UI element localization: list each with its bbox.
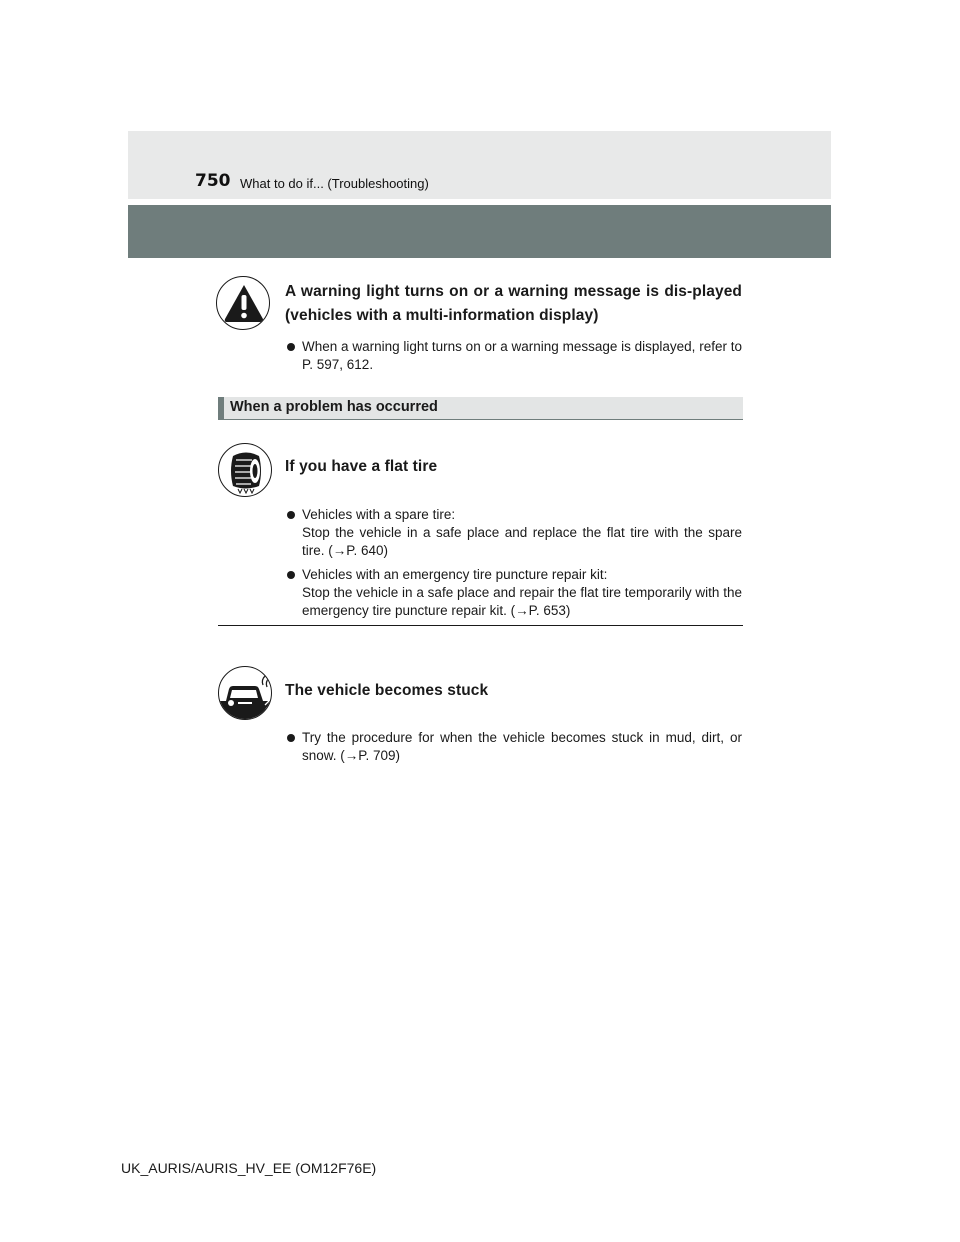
bullet-line: Vehicles with a spare tire:: [302, 507, 456, 522]
list-item: [287, 566, 742, 620]
stuck-vehicle-heading: The vehicle becomes stuck: [285, 682, 489, 699]
header-band: [128, 131, 831, 199]
bullet-text: When a warning light turns on or a warning message is displayed, refer to P. 597, 612.: [302, 339, 742, 372]
title-band: [128, 205, 831, 258]
bullet-line: Stop the vehicle in a safe place and repair the flat tire temporarily with the emergency tire puncture repair kit. (→P. 653): [302, 585, 742, 618]
section-divider: [218, 625, 743, 626]
bullet-text: [302, 566, 742, 620]
subheading-label: When a problem has occurred: [230, 399, 438, 415]
list-item: [287, 506, 742, 560]
footer-model-code: UK_AURIS/AURIS_HV_EE (OM12F76E): [121, 1160, 377, 1176]
bullet-line: Vehicles with an emergency tire puncture repair kit:: [302, 567, 608, 582]
bullet-dot: [287, 571, 295, 579]
warning-icon: [216, 276, 270, 330]
section-title: What to do if... (Troubleshooting): [240, 176, 429, 191]
warning-heading: A warning light turns on or a warning message is dis-played (vehicles with a multi-information display): [285, 283, 742, 324]
stuck-vehicle-icon: [218, 666, 272, 720]
list-item: [287, 729, 742, 765]
bullet-line: Stop the vehicle in a safe place and replace the flat tire with the spare tire. (→P. 640): [302, 525, 742, 558]
flat-tire-icon: [218, 443, 272, 497]
subheading-bar: [218, 397, 743, 420]
bullet-dot: [287, 511, 295, 519]
flat-tire-heading: If you have a flat tire: [285, 458, 438, 475]
subheading-accent: [218, 397, 224, 419]
bullet-dot: [287, 343, 295, 351]
page-number: 750: [195, 171, 231, 191]
bullet-dot: [287, 734, 295, 742]
bullet-text: Try the procedure for when the vehicle becomes stuck in mud, dirt, or snow. (→P. 709): [302, 730, 742, 763]
list-item: [287, 338, 742, 374]
bullet-text: [302, 506, 742, 560]
